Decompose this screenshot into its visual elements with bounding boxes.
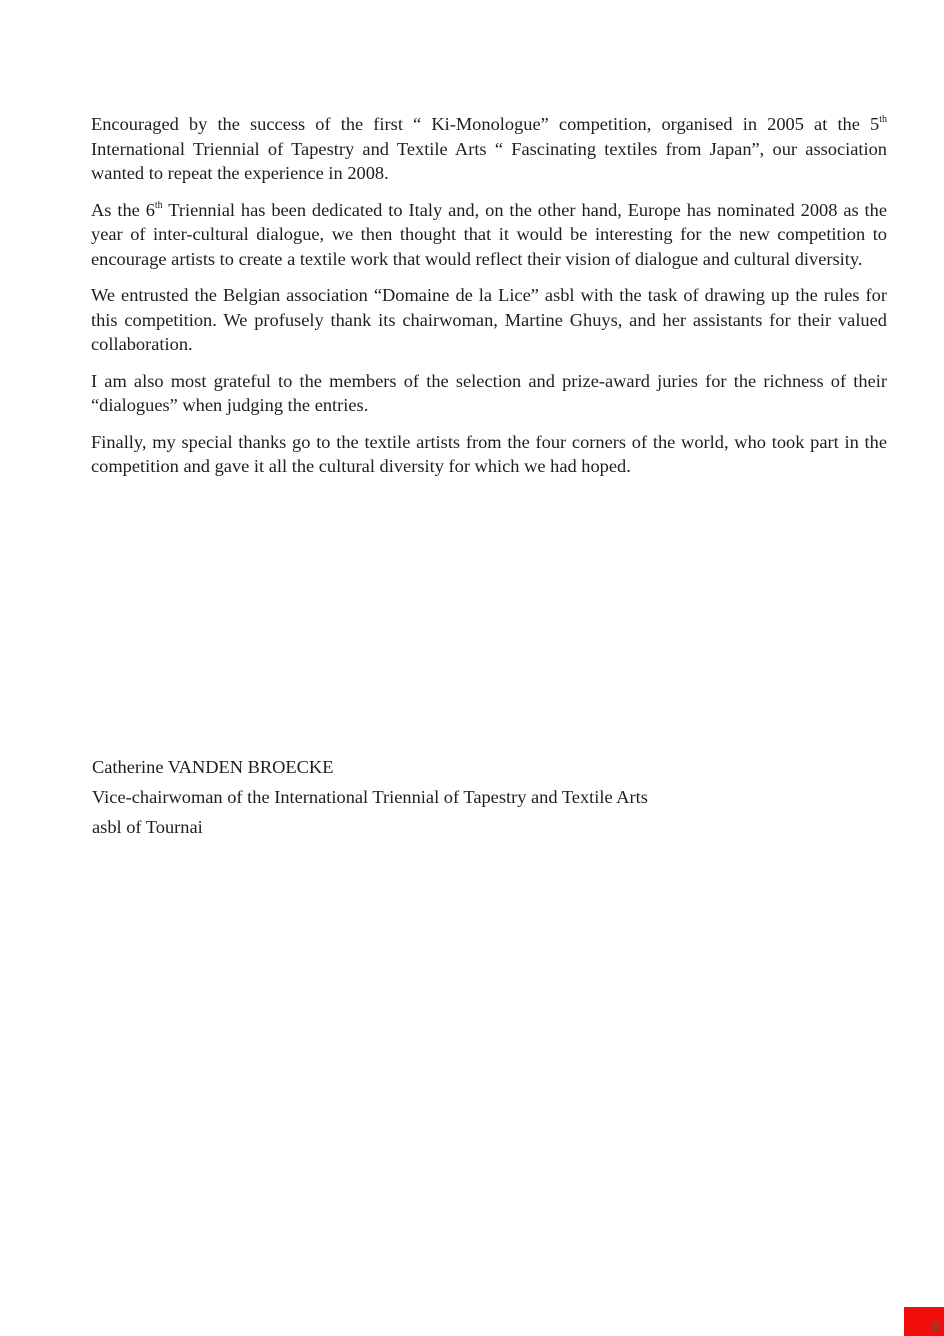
paragraph-1-text-continued: International Triennial of Tapestry and Textile Arts “ Fascinating textiles from Japan”, our association wanted to repeat the experience in 2008. xyxy=(91,138,887,183)
paragraph-2-superscript: th xyxy=(154,199,163,211)
paragraph-4 xyxy=(91,369,887,418)
signature-block xyxy=(92,752,648,842)
paragraph-5 xyxy=(91,430,887,479)
marker-dot-icon xyxy=(931,1322,939,1332)
paragraph-4-text: I am also most grateful to the members of the selection and prize-award juries for the richness of their “dialogues” when judging the entries. xyxy=(91,370,887,415)
paragraph-3-text: We entrusted the Belgian association “Domaine de la Lice” asbl with the task of drawing up the rules for this competition. We profusely thank its chairwoman, Martine Ghuys, and her assistants for their valued collaboration. xyxy=(91,285,887,354)
paragraph-2-text: As the 6 xyxy=(91,199,155,220)
paragraph-1-text: Encouraged by the success of the first “ Ki-Monologue” competition, organised in 2005 at the 5 xyxy=(91,114,880,134)
paragraph-1 xyxy=(91,112,887,186)
paragraph-1-superscript: th xyxy=(879,114,887,125)
signature-organisation: asbl of Tournai xyxy=(92,817,203,837)
signature-name: Catherine VANDEN BROECKE xyxy=(92,757,334,777)
paragraph-5-text: Finally, my special thanks go to the textile artists from the four corners of the world, who took part in the competition and gave it all the cultural diversity for which we had hoped. xyxy=(91,431,887,476)
paragraph-2-text-continued: Triennial has been dedicated to Italy and, on the other hand, Europe has nominated 2008 as the year of inter-cultural dialogue, we then thought that it would be interesting for the new competition to encourage artists to create a textile work that would reflect their vision of dialogue and cultural diversity. xyxy=(91,199,888,269)
corner-page-marker xyxy=(904,1307,944,1336)
paragraph-3 xyxy=(91,283,887,357)
body-text xyxy=(91,112,887,491)
signature-role: Vice-chairwoman of the International Triennial of Tapestry and Textile Arts xyxy=(92,787,648,807)
paragraph-2 xyxy=(91,198,887,272)
